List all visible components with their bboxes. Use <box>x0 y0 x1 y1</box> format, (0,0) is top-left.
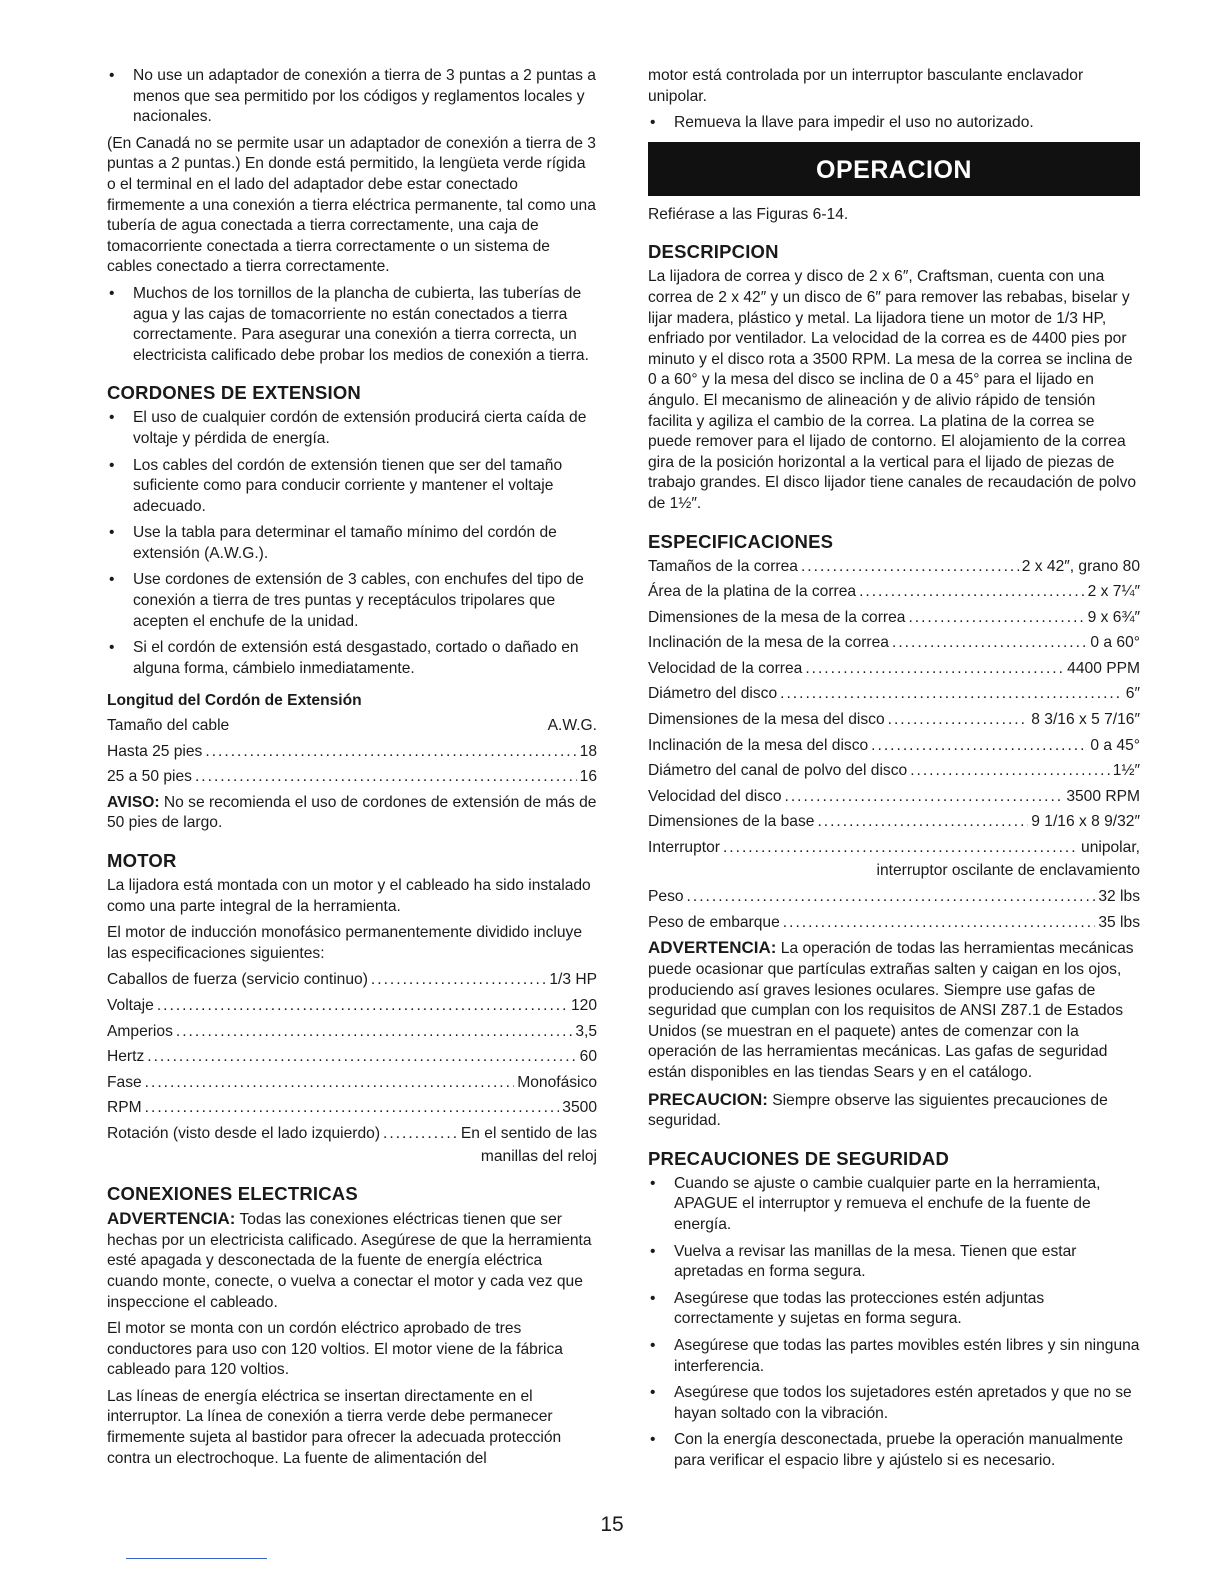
spec-row: Diámetro del canal de polvo del disco ..... 1½″ <box>648 761 1140 782</box>
safety-bullet-list <box>648 1174 1140 1472</box>
spec-row: RPM ..... 3500 <box>107 1098 597 1119</box>
caution-paragraph: PRECAUCION: Siempre observe las siguientes precauciones de seguridad. <box>648 1089 1108 1130</box>
list-item: • Vuelva a revisar las manillas de la mesa. Tienen que estar apretadas en forma segura. <box>648 1242 1140 1283</box>
spec-row: Hertz ..... 60 <box>107 1047 597 1068</box>
spec-row: Caballos de fuerza (servicio continuo) ..... 1/3 HP <box>107 970 597 991</box>
electrical-paragraph: El motor se monta con un cordón eléctrico aprobado de tres conductores para uso con 120 voltios. El motor viene de la fábrica cableado para 120 voltios. <box>107 1320 563 1379</box>
section-heading-description: DESCRIPCION <box>648 241 779 263</box>
list-item: • Si el cordón de extensión está desgastado, cortado o dañado en alguna forma, cámbielo inmediatamente. <box>107 638 597 679</box>
right-column <box>648 66 1140 1477</box>
bullet-list <box>648 113 1140 134</box>
list-item: • Los cables del cordón de extensión tienen que ser del tamaño suficiente como para conducir corriente y mantener el voltaje adecuado. <box>107 456 597 518</box>
warning-label: ADVERTENCIA: <box>107 1209 236 1229</box>
spec-row: Dimensiones de la mesa de la correa ..... 9 x 6¾″ <box>648 608 1140 629</box>
spec-row: Diámetro del disco ..... 6″ <box>648 684 1140 705</box>
section-heading-motor: MOTOR <box>107 850 177 871</box>
footer-link-line <box>126 1558 267 1559</box>
list-item: • Remueva la llave para impedir el uso no autorizado. <box>648 113 1140 134</box>
notice-label: AVISO: <box>107 793 160 811</box>
spec-row: Voltaje ..... 120 <box>107 996 597 1017</box>
description-paragraph: La lijadora de correa y disco de 2 x 6″, Craftsman, cuenta con una correa de 2 x 42″ y un disco de 6″ para remover las rebabas, biselar y lijar madera, plástico y metal. La lijadora tiene un motor de 1/3 HP, enfriado por ventilador. La velocidad de la correa es de 4400 pies por minuto y el disco rota a 3500 RPM. La mesa de la correa se inclina de 0 a 60° y la mesa del disco se inclina de 0 a 45° para el lijado en ángulo. El mecanismo de alineación y de alivio rápido de tensión facilita y agiliza el cambio de la correa. La platina de la correa se puede remover para el lijado de contorno. El alojamiento de la correa gira de la posición horizontal a la vertical para el lijado de piezas de trabajo grandes. El disco lijador tiene canales de recaudación de polvo de 1½″. <box>648 268 1137 512</box>
table-row: Hasta 25 pies ..... 18 <box>107 742 597 763</box>
section-heading-cords: CORDONES DE EXTENSION <box>107 382 361 404</box>
spec-row: Interruptor ..... unipolar, <box>648 838 1140 859</box>
warning-label: ADVERTENCIA: <box>648 938 777 958</box>
col-label: Tamaño del cable <box>107 717 230 735</box>
spec-row: Peso de embarque ..... 35 lbs <box>648 913 1140 934</box>
motor-paragraph: La lijadora está montada con un motor y el cableado ha sido instalado como una parte integral de la herramienta. <box>107 877 591 915</box>
electrical-paragraph: Las líneas de energía eléctrica se insertan directamente en el interruptor. La línea de conexión a tierra verde debe permanecer firmemente sujeta al bastidor para ofrecer la adecuada protección contra un electrochoque. La fuente de alimentación del <box>107 1387 562 1467</box>
spec-row: Rotación (visto desde el lado izquierdo) ..... En el sentido de las <box>107 1124 597 1145</box>
spec-row: Dimensiones de la base ..... 9 1/16 x 8 9/32″ <box>648 812 1140 833</box>
spec-row: Tamaños de la correa ..... 2 x 42″, grano 80 <box>648 557 1140 578</box>
bullet-list <box>107 284 597 366</box>
section-heading-specifications: ESPECIFICACIONES <box>648 530 834 552</box>
spec-row: Área de la platina de la correa ..... 2 x 7¼″ <box>648 582 1140 603</box>
list-item: • Cuando se ajuste o cambie cualquier parte en la herramienta, APAGUE el interruptor y remueva el enchufe de la fuente de energía. <box>648 1174 1140 1236</box>
list-item: • El uso de cualquier cordón de extensión producirá cierta caída de voltaje y pérdida de energía. <box>107 408 597 449</box>
switch-note: interruptor oscilante de enclavamiento <box>876 861 1140 879</box>
continued-paragraph: motor está controlada por un interruptor basculante enclavador unipolar. <box>648 67 1084 105</box>
electrical-warning: ADVERTENCIA: Todas las conexiones eléctricas tienen que ser hechas por un electricista calificado. Asegúrese de que la herramienta esté apagada y desconectada de la fuente de energía eléctrica cuando monte, conecte, o vuelva a conectar el motor y cada vez que inspeccione el cableado. <box>107 1209 592 1311</box>
caution-label: PRECAUCION: <box>648 1089 768 1109</box>
cords-bullet-list <box>107 408 597 679</box>
bullet-list <box>107 66 597 128</box>
list-item: • Con la energía desconectada, pruebe la operación manualmente para verificar el espacio libre y ajústelo si es necesario. <box>648 1430 1140 1471</box>
spec-row: Velocidad del disco ..... 3500 RPM <box>648 787 1140 808</box>
col-value: A.W.G. <box>547 717 597 735</box>
notice-paragraph: AVISO: No se recomienda el uso de cordones de extensión de más de 50 pies de largo. <box>107 793 597 832</box>
spec-row: Inclinación de la mesa de la correa ..... 0 a 60° <box>648 633 1140 654</box>
list-item: • Use cordones de extensión de 3 cables, con enchufes del tipo de conexión a tierra de tres puntas y receptáculos tripolares que acepten el enchufe de la unidad. <box>107 570 597 632</box>
spec-row: Peso ..... 32 lbs <box>648 887 1140 908</box>
spec-row: Inclinación de la mesa del disco ..... 0 a 45° <box>648 736 1140 757</box>
list-item: • No use un adaptador de conexión a tierra de 3 puntas a 2 puntas a menos que sea permitido por los códigos y reglamentos locales y nacionales. <box>107 66 597 128</box>
left-column <box>107 66 597 1475</box>
list-item: • Asegúrese que todas las protecciones estén adjuntas correctamente y sujetas en forma segura. <box>648 1289 1140 1330</box>
figures-reference: Refiérase a las Figuras 6-14. <box>648 205 849 223</box>
page-number: 15 <box>600 1513 624 1536</box>
canada-paragraph: (En Canadá no se permite usar un adaptador de conexión a tierra de 3 puntas a 2 puntas.) En donde está permitido, la lengüeta verde rígida o el terminal en el lado del adaptador debe estar conectado firmemente a una conexión a tierra eléctrica permanente, tal como una tubería de agua conectada a tierra correctamente, una caja de tomacorriente conectada a tierra correctamente o un sistema de cables conectado a tierra correctamente. <box>107 134 596 276</box>
list-item: • Muchos de los tornillos de la plancha de cubierta, las tuberías de agua y las cajas de tomacorriente no están conectados a tierra correctamente. Para asegurar una conexión a tierra correcta, un electricista calificado debe probar los medios de conexión a tierra. <box>107 284 597 366</box>
section-heading-electrical: CONEXIONES ELECTRICAS <box>107 1183 358 1205</box>
cord-table-header <box>107 716 597 737</box>
table-row: 25 a 50 pies ..... 16 <box>107 767 597 788</box>
list-item: • Asegúrese que todas las partes movibles estén libres y sin ninguna interferencia. <box>648 1336 1140 1377</box>
motor-paragraph: El motor de inducción monofásico permanentemente dividido incluye las especificaciones siguientes: <box>107 924 583 962</box>
rotation-note: manillas del reloj <box>480 1147 597 1165</box>
list-item: • Asegúrese que todos los sujetadores estén apretados y que no se hayan soltado con la vibración. <box>648 1383 1140 1424</box>
safety-warning: ADVERTENCIA: La operación de todas las herramientas mecánicas puede ocasionar que partículas extrañas salten y caigan en los ojos, produciendo así graves lesiones oculares. Siempre use gafas de seguridad que cumplan con los requisitos de ANSI Z87.1 de Estados Unidos (se muestran en el paquete) antes de comenzar con la operación de las herramientas mecánicas. Las gafas de seguridad están disponibles en las tiendas Sears y en el catálogo. <box>648 938 1134 1081</box>
section-heading-safety: PRECAUCIONES DE SEGURIDAD <box>648 1147 950 1169</box>
spec-row: Fase ..... Monofásico <box>107 1073 597 1094</box>
spec-row: Velocidad de la correa ..... 4400 PPM <box>648 659 1140 680</box>
operation-banner: OPERACION <box>648 142 1140 196</box>
spec-row: Amperios ..... 3,5 <box>107 1022 597 1043</box>
cord-table-title: Longitud del Cordón de Extensión <box>107 692 362 710</box>
list-item: • Use la tabla para determinar el tamaño mínimo del cordón de extensión (A.W.G.). <box>107 523 597 564</box>
spec-row: Dimensiones de la mesa del disco ..... 8 3/16 x 5 7/16″ <box>648 710 1140 731</box>
